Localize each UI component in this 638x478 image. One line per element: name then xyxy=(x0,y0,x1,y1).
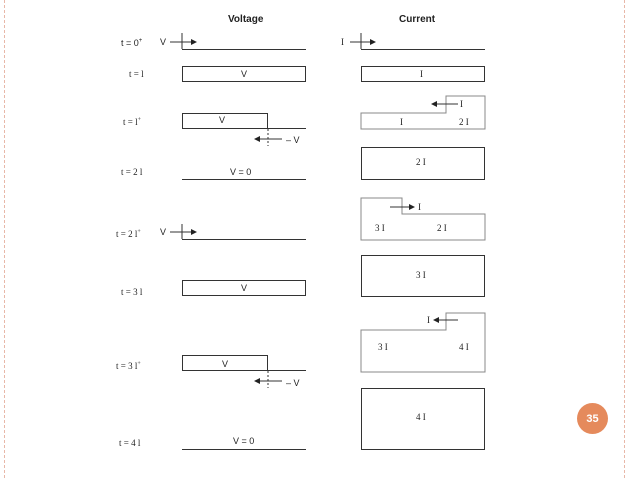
current-low-t2-plus: 2 I xyxy=(437,223,447,233)
current-header: Current xyxy=(399,14,436,25)
time-label-t3: t = 3 l xyxy=(121,287,143,297)
voltage-value-t3: V xyxy=(241,283,248,293)
current-arrow-label-t2-plus: I xyxy=(418,202,421,212)
voltage-value-t3-plus: V xyxy=(222,359,229,369)
time-label-t1-plus: t = l+ xyxy=(123,117,141,127)
current-low-t1-plus: I xyxy=(400,117,403,127)
voltage-value-t1: V xyxy=(241,69,248,79)
current-arrow-label-t3-plus: I xyxy=(427,315,430,325)
current-value-t4: 4 I xyxy=(416,412,426,422)
current-value-t1: I xyxy=(420,69,423,79)
time-label-t0: t = 0+ xyxy=(121,38,143,48)
current-high-t3-plus: 4 I xyxy=(459,342,469,352)
current-outline-t1-plus xyxy=(361,96,485,129)
time-label-t1: t = l xyxy=(129,69,144,79)
time-label-t2: t = 2 l xyxy=(121,167,143,177)
voltage-header: Voltage xyxy=(228,14,264,25)
current-high-t1-plus: 2 I xyxy=(459,117,469,127)
page-number-badge: 35 xyxy=(577,403,608,434)
time-label-t2-plus: t = 2 l+ xyxy=(116,229,141,239)
voltage-reflected-t3-plus: – V xyxy=(286,378,300,388)
time-label-t3-plus: t = 3 l+ xyxy=(116,361,141,371)
current-outline-t3-plus xyxy=(361,313,485,372)
current-source-label-t0: I xyxy=(341,37,344,47)
current-high-t2-plus: 3 I xyxy=(375,223,385,233)
current-value-t3: 3 I xyxy=(416,270,426,280)
current-arrow-label-t1-plus: I xyxy=(460,99,463,109)
current-low-t3-plus: 3 I xyxy=(378,342,388,352)
voltage-value-t1-plus: V xyxy=(219,115,226,125)
voltage-source-label-t2-plus: V xyxy=(160,227,167,237)
voltage-source-label-t0: V xyxy=(160,37,167,47)
current-outline-t2-plus xyxy=(361,198,485,240)
voltage-zero-t2: V = 0 xyxy=(230,167,252,177)
voltage-reflected-t1-plus: – V xyxy=(286,135,300,145)
current-value-t2: 2 I xyxy=(416,157,426,167)
time-label-t4: t = 4 l xyxy=(119,438,141,448)
voltage-zero-t4: V = 0 xyxy=(233,436,255,446)
